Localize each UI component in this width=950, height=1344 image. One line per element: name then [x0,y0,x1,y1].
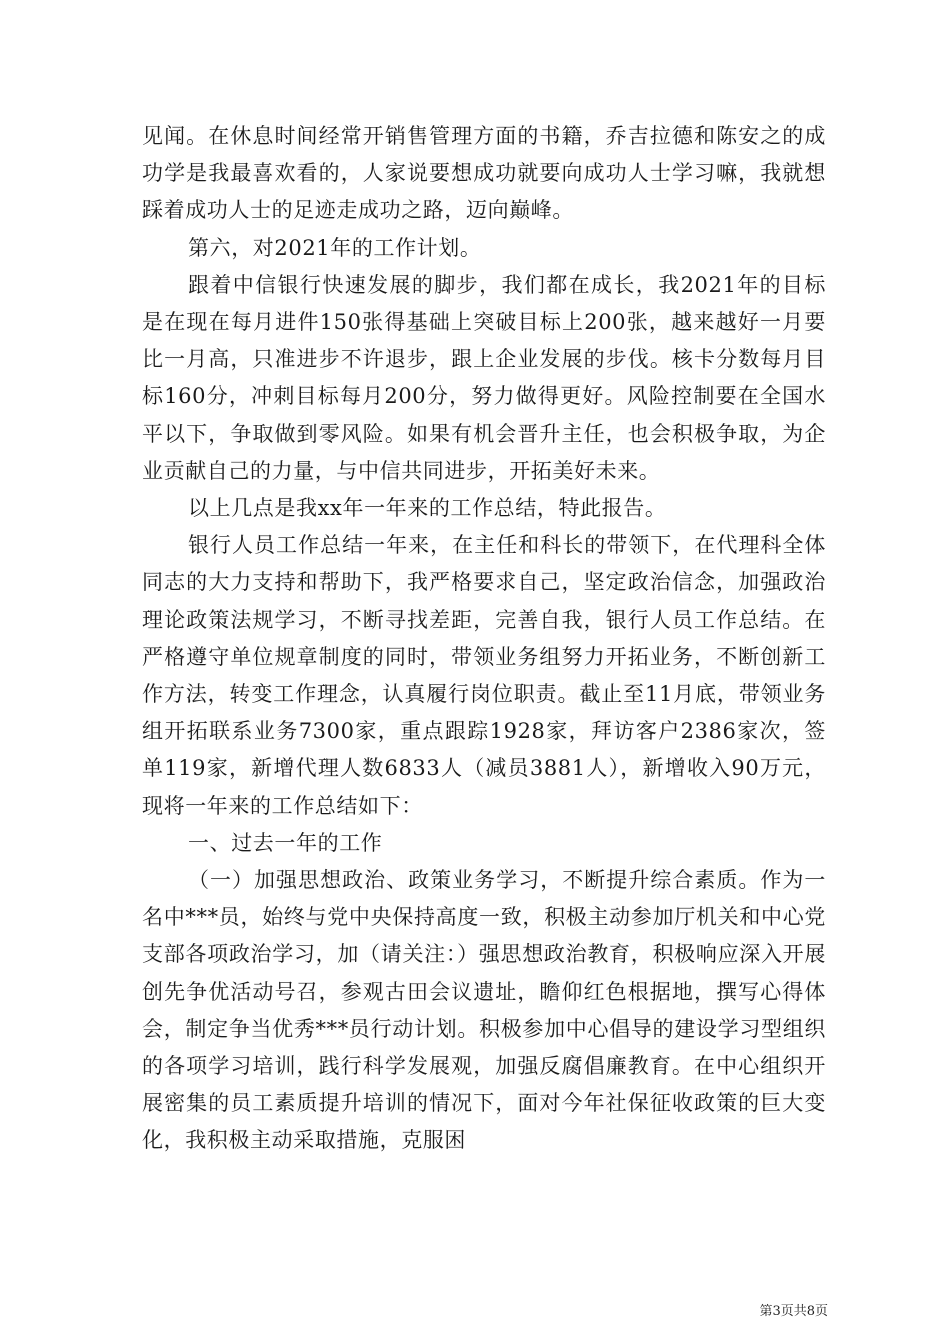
paragraph-2021-plan: 跟着中信银行快速发展的脚步，我们都在成长，我2021年的目标是在现在每月进件150张得基础上突破目标上200张，越来越好一月要比一月高，只准进步不许退步，跟上企业发展的步伐。核卡分数每月目标160分，冲刺目标每月200分，努力做得更好。风险控制要在全国水平以下，争取做到零风险。如果有机会晋升主任，也会积极争取，为企业贡献自己的力量，与中信共同进步，开拓美好未来。 [142,272,826,483]
paragraph-political-study: （一）加强思想政治、政策业务学习，不断提升综合素质。作为一名中***员，始终与党中央保持高度一致，积极主动参加厅机关和中心党支部各项政治学习，加（请关注：）强思想政治教育，积极响应深入开展创先争优活动号召，参观古田会议遗址，瞻仰红色根据地，撰写心得体会，制定争当优秀***员行动计划。积极参加中心倡导的建设学习型组织的各项学习培训，践行科学发展观，加强反腐倡廉教育。在中心组织开展密集的员工素质提升培训的情况下，面对今年社保征收政策的巨大变化，我积极主动采取措施，克服困 [142,868,826,1153]
paragraph-past-year-heading: 一、过去一年的工作 [188,830,383,855]
paragraph-reading-habits: 见闻。在休息时间经常开销售管理方面的书籍，乔吉拉德和陈安之的成功学是我最喜欢看的，人家说要想成功就要向成功人士学习嘛，我就想踩着成功人士的足迹走成功之路，迈向巅峰。 [142,124,826,223]
paragraph-report-closing: 以上几点是我xx年一年来的工作总结，特此报告。 [188,496,667,521]
page-number-footer: 第3页共8页 [759,1304,828,1319]
paragraph-section-six-heading: 第六，对2021年的工作计划。 [188,235,482,260]
paragraph-bank-staff-summary: 银行人员工作总结一年来，在主任和科长的带领下，在代理科全体同志的大力支持和帮助下，我严格要求自己，坚定政治信念，加强政治理论政策法规学习，不断寻找差距，完善自我，银行人员工作总结。在严格遵守单位规章制度的同时，带领业务组努力开拓业务，不断创新工作方法，转变工作理念，认真履行岗位职责。截止至11月底，带领业务组开拓联系业务7300家，重点跟踪1928家，拜访客户2386家次，签单119家，新增代理人数6833人（减员3881人），新增收入90万元，现将一年来的工作总结如下： [142,533,826,818]
document-body [142,118,826,1160]
